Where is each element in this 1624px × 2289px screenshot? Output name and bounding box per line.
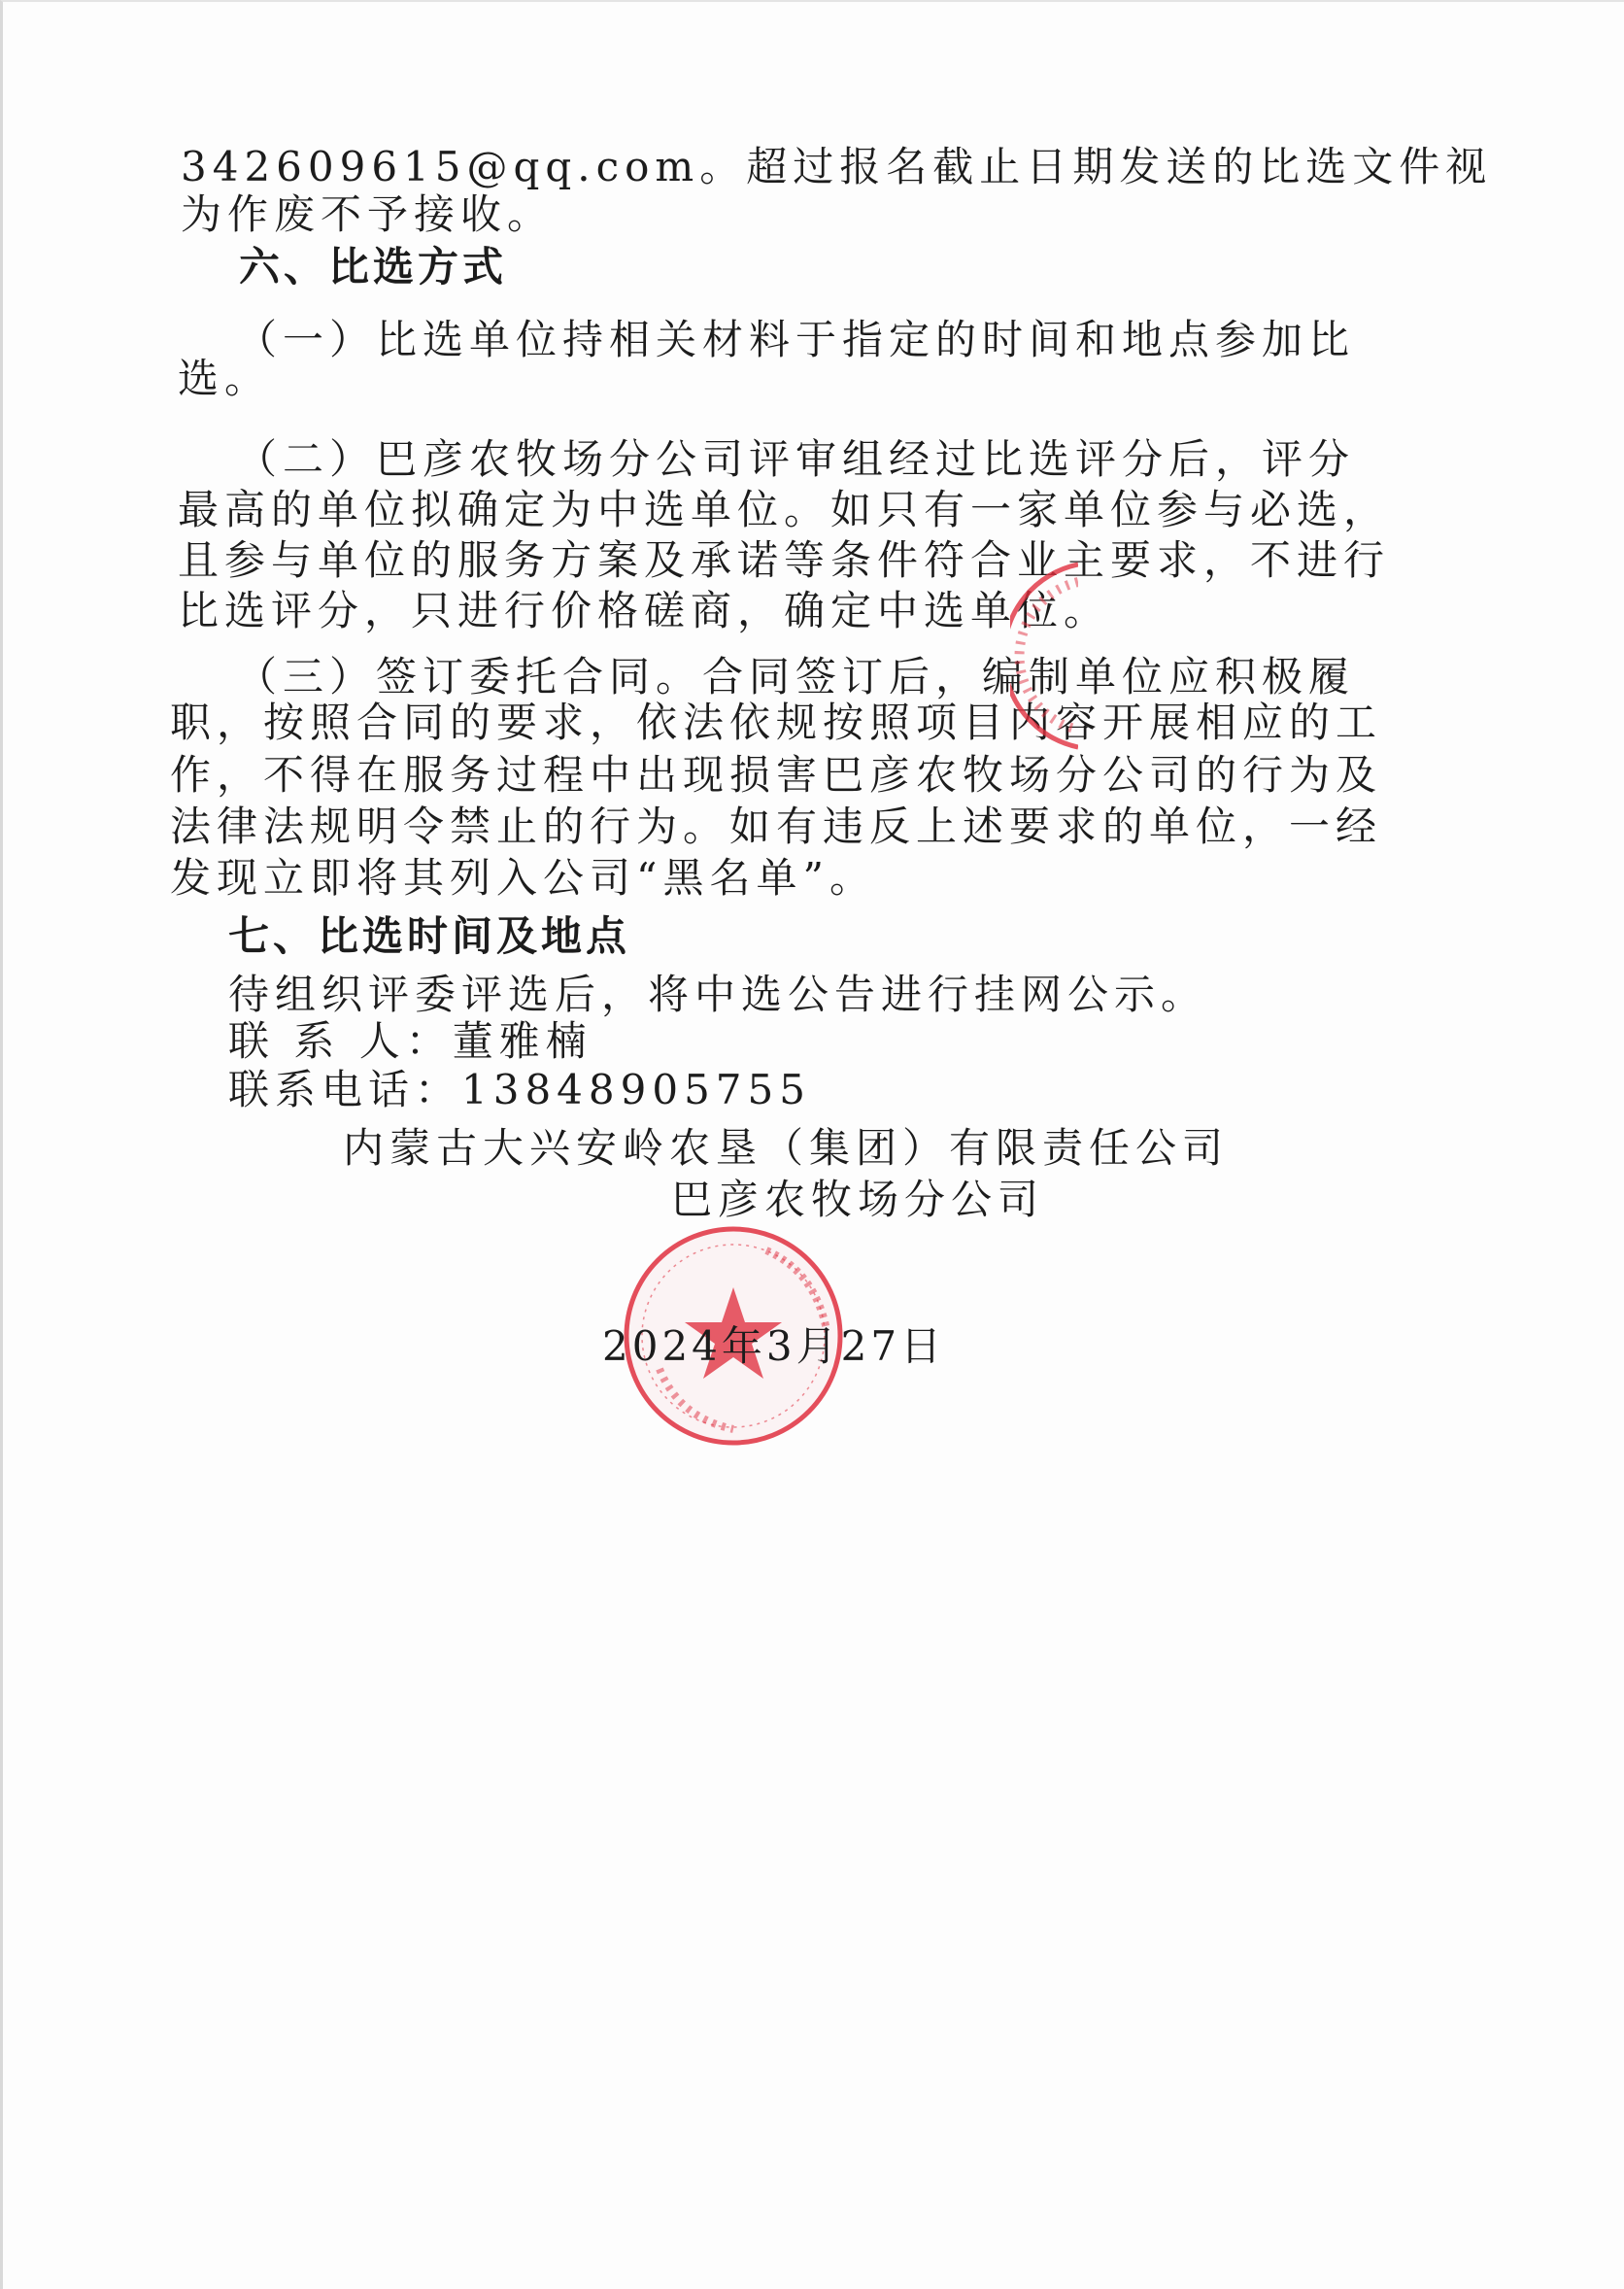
section-heading: 六、比选方式	[239, 243, 508, 290]
paragraph-line: 选。	[178, 355, 272, 402]
paragraph-line: 职，按照合同的要求，依法依规按照项目内容开展相应的工	[170, 699, 1383, 746]
paragraph-line: 作，不得在服务过程中出现损害巴彦农牧场分公司的行为及	[170, 751, 1383, 799]
contact-name: 董雅楠	[452, 1017, 592, 1065]
edge-seal	[1010, 561, 1078, 751]
signature-date: 2024年3月27日	[602, 1322, 946, 1370]
section-heading: 七、比选时间及地点	[228, 912, 631, 960]
paragraph-line: 最高的单位拟确定为中选单位。如只有一家单位参与必选，	[178, 486, 1391, 533]
paragraph-line: 发现立即将其列入公司“黑名单”。	[170, 854, 876, 902]
paragraph-line: 比选评分，只进行价格磋商，确定中选单位。	[178, 587, 1111, 634]
paragraph-line: （二）巴彦农牧场分公司评审组经过比选评分后，评分	[236, 435, 1356, 483]
signature-org-line1: 内蒙古大兴安岭农垦（集团）有限责任公司	[343, 1124, 1230, 1172]
paragraph-line: （三）签订委托合同。合同签订后，编制单位应积极履	[236, 653, 1356, 700]
contact-label: 联 系 人：	[228, 1017, 453, 1065]
paragraph-line: 待组织评委评选后，将中选公告进行挂网公示。	[228, 971, 1208, 1018]
paragraph-line: 342609615@qq.com。超过报名截止日期发送的比选文件视	[181, 143, 1493, 190]
signature-org-line2: 巴彦农牧场分公司	[671, 1176, 1045, 1223]
paragraph-line: 法律法规明令禁止的行为。如有违反上述要求的单位，一经	[170, 803, 1383, 850]
paragraph-line: 且参与单位的服务方案及承诺等条件符合业主要求，不进行	[178, 536, 1391, 584]
paragraph-line: （一）比选单位持相关材料于指定的时间和地点参加比	[236, 316, 1356, 363]
phone-label: 联系电话：	[228, 1066, 462, 1113]
phone-number: 13848905755	[461, 1066, 811, 1113]
phone-row	[228, 1061, 811, 1119]
paragraph-line: 为作废不予接收。	[181, 190, 555, 238]
